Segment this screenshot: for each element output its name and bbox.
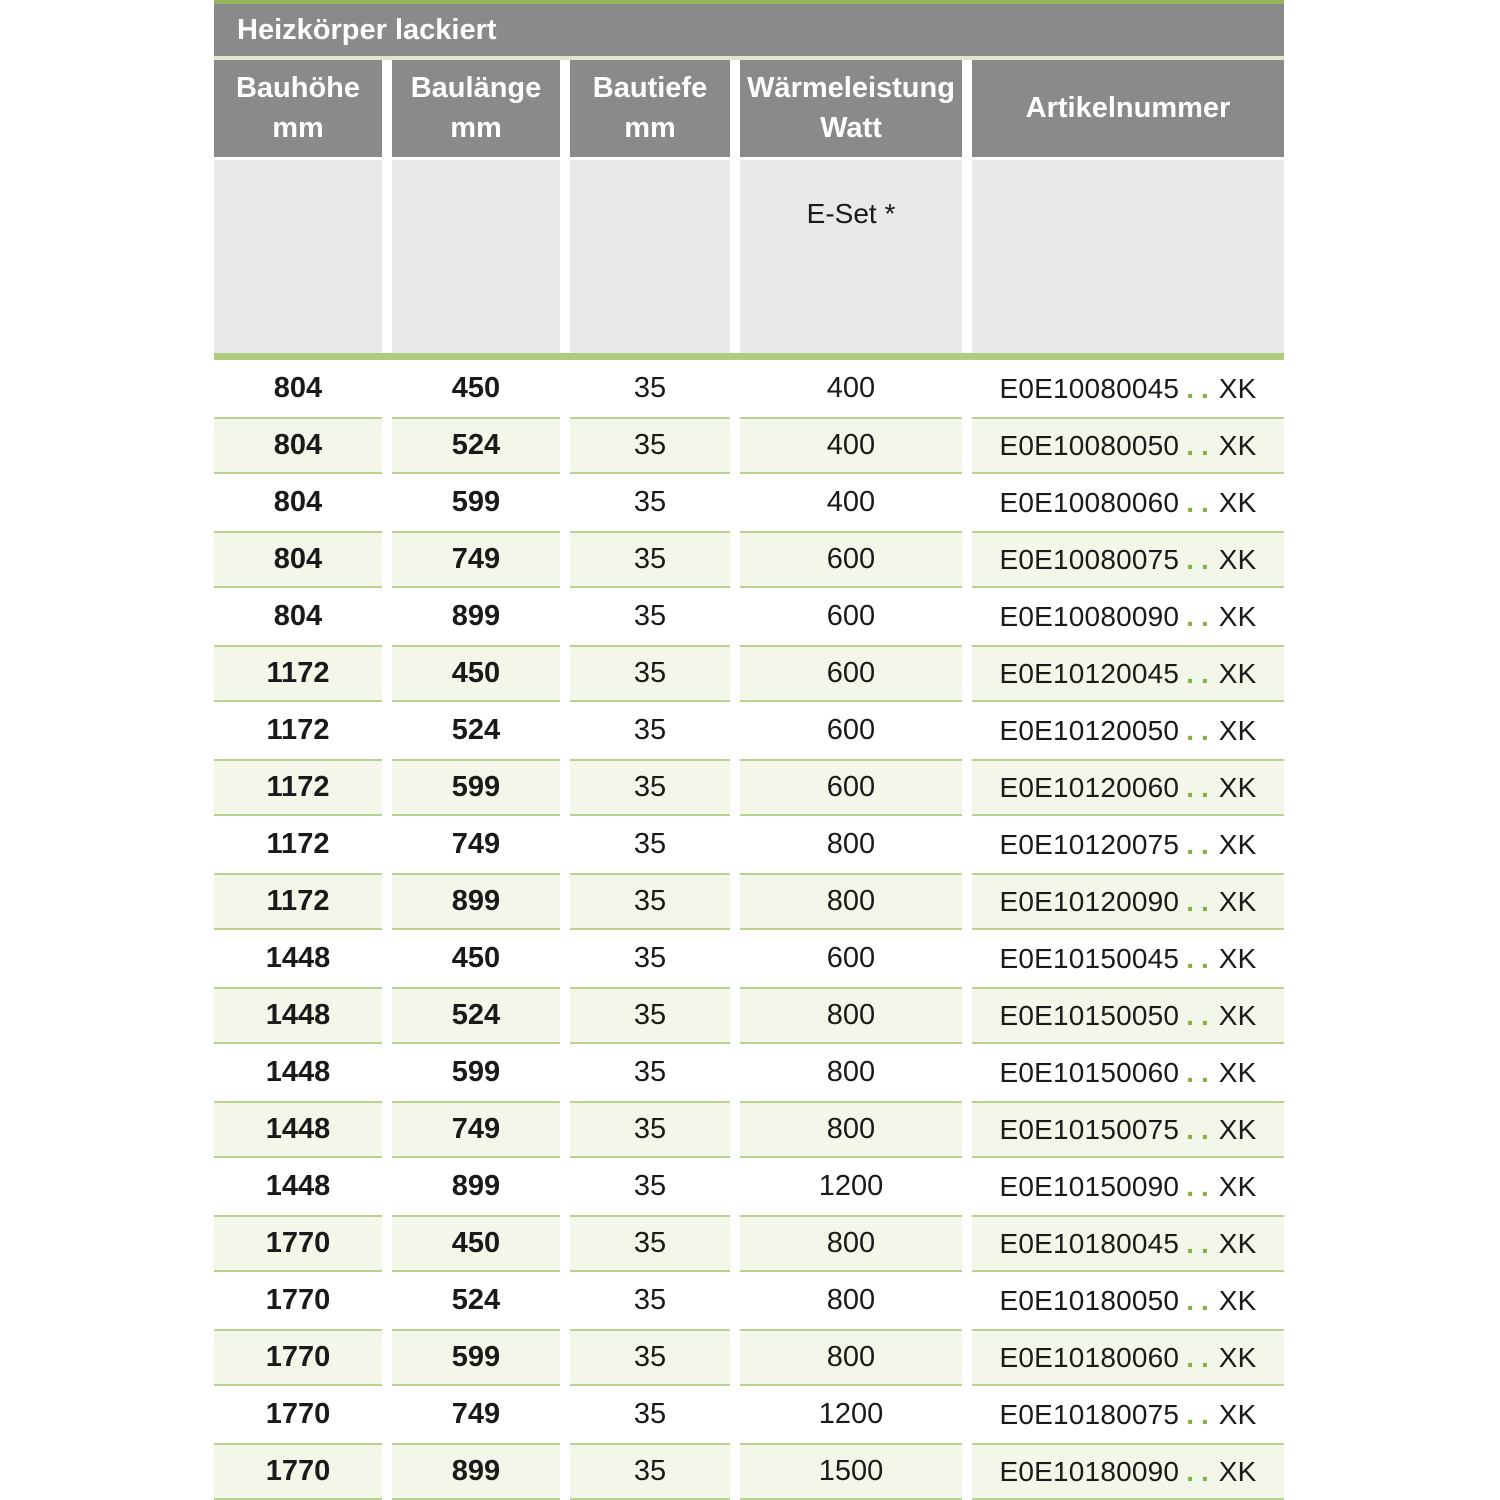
artikelnummer-suffix: XK — [1218, 885, 1257, 917]
artikelnummer-placeholder-dots: .. — [1186, 1170, 1216, 1202]
column-gap — [382, 987, 392, 1044]
subheader-baulaenge — [392, 160, 560, 353]
eset-label: E-Set * — [806, 198, 896, 229]
artikelnummer-prefix: E0E10150075 — [999, 1113, 1180, 1145]
artikelnummer-prefix: E0E10150060 — [999, 1056, 1180, 1088]
cell-baulaenge: 599 — [392, 759, 560, 816]
column-gap — [962, 1044, 972, 1101]
table-row — [214, 1329, 1284, 1386]
column-gap — [730, 1044, 740, 1101]
cell-waermeleistung: 1500 — [740, 1443, 962, 1500]
column-gap — [560, 1386, 570, 1443]
cell-baulaenge: 599 — [392, 1044, 560, 1101]
cell-waermeleistung: 400 — [740, 474, 962, 531]
column-gap — [382, 60, 392, 157]
artikelnummer-placeholder-dots: .. — [1186, 1341, 1216, 1373]
column-gap — [962, 987, 972, 1044]
column-gap — [560, 1272, 570, 1329]
cell-bautiefe: 35 — [570, 759, 730, 816]
table-row — [214, 531, 1284, 588]
cell-bauhoehe: 1448 — [214, 1044, 382, 1101]
cell-waermeleistung: 800 — [740, 1101, 962, 1158]
artikelnummer-suffix: XK — [1218, 657, 1257, 689]
subheader-bauhoehe — [214, 160, 382, 353]
column-gap — [730, 417, 740, 474]
artikelnummer-placeholder-dots: .. — [1186, 600, 1216, 632]
cell-bautiefe: 35 — [570, 1443, 730, 1500]
cell-baulaenge: 599 — [392, 474, 560, 531]
column-gap — [962, 417, 972, 474]
column-gap — [382, 160, 392, 353]
cell-artikelnummer — [972, 987, 1284, 1044]
column-gap — [730, 816, 740, 873]
column-gap — [962, 873, 972, 930]
table-subheader-row — [214, 160, 1284, 353]
cell-artikelnummer — [972, 702, 1284, 759]
column-gap — [730, 160, 740, 353]
column-gap — [560, 60, 570, 157]
artikelnummer-suffix: XK — [1218, 543, 1257, 575]
cell-bauhoehe: 1770 — [214, 1386, 382, 1443]
column-gap — [382, 873, 392, 930]
column-gap — [382, 588, 392, 645]
cell-baulaenge: 524 — [392, 702, 560, 759]
column-gap — [730, 645, 740, 702]
header-label: Artikelnummer — [1025, 91, 1231, 124]
column-gap — [382, 531, 392, 588]
artikelnummer-placeholder-dots: .. — [1186, 657, 1216, 689]
cell-bauhoehe: 1172 — [214, 702, 382, 759]
table-row — [214, 1215, 1284, 1272]
table-row — [214, 1158, 1284, 1215]
artikelnummer-placeholder-dots: .. — [1186, 1455, 1216, 1487]
cell-bauhoehe: 1770 — [214, 1329, 382, 1386]
cell-bauhoehe: 1172 — [214, 645, 382, 702]
column-gap — [962, 1101, 972, 1158]
artikelnummer-suffix: XK — [1218, 1341, 1257, 1373]
column-gap — [730, 588, 740, 645]
column-gap — [382, 1158, 392, 1215]
cell-artikelnummer — [972, 1443, 1284, 1500]
header-baulaenge — [392, 60, 560, 157]
artikelnummer-prefix: E0E10080045 — [999, 372, 1180, 404]
artikelnummer-prefix: E0E10150045 — [999, 942, 1180, 974]
cell-baulaenge: 599 — [392, 1329, 560, 1386]
artikelnummer-suffix: XK — [1218, 1113, 1257, 1145]
cell-artikelnummer — [972, 816, 1284, 873]
artikelnummer-placeholder-dots: .. — [1186, 1227, 1216, 1259]
cell-baulaenge: 749 — [392, 1101, 560, 1158]
artikelnummer-placeholder-dots: .. — [1186, 372, 1216, 404]
cell-artikelnummer — [972, 1215, 1284, 1272]
cell-artikelnummer — [972, 645, 1284, 702]
column-gap — [382, 1386, 392, 1443]
column-gap — [962, 160, 972, 353]
cell-bautiefe: 35 — [570, 1215, 730, 1272]
column-gap — [730, 930, 740, 987]
artikelnummer-prefix: E0E10080090 — [999, 600, 1180, 632]
cell-artikelnummer — [972, 474, 1284, 531]
cell-waermeleistung: 800 — [740, 816, 962, 873]
column-gap — [730, 1443, 740, 1500]
column-gap — [382, 1329, 392, 1386]
artikelnummer-suffix: XK — [1218, 1056, 1257, 1088]
cell-baulaenge: 899 — [392, 588, 560, 645]
cell-bautiefe: 35 — [570, 1158, 730, 1215]
cell-waermeleistung: 600 — [740, 930, 962, 987]
column-gap — [962, 1443, 972, 1500]
cell-artikelnummer — [972, 588, 1284, 645]
cell-waermeleistung: 600 — [740, 759, 962, 816]
artikelnummer-placeholder-dots: .. — [1186, 942, 1216, 974]
cell-artikelnummer — [972, 1329, 1284, 1386]
cell-artikelnummer — [972, 1386, 1284, 1443]
cell-baulaenge: 749 — [392, 1386, 560, 1443]
artikelnummer-placeholder-dots: .. — [1186, 429, 1216, 461]
header-label: Bauhöhe — [235, 72, 361, 105]
table-row — [214, 702, 1284, 759]
artikelnummer-placeholder-dots: .. — [1186, 885, 1216, 917]
cell-baulaenge: 899 — [392, 873, 560, 930]
column-gap — [730, 1101, 740, 1158]
column-gap — [560, 759, 570, 816]
artikelnummer-suffix: XK — [1218, 600, 1257, 632]
artikelnummer-suffix: XK — [1218, 1170, 1257, 1202]
column-gap — [560, 930, 570, 987]
cell-bautiefe: 35 — [570, 987, 730, 1044]
cell-artikelnummer — [972, 1101, 1284, 1158]
cell-baulaenge: 899 — [392, 1443, 560, 1500]
artikelnummer-prefix: E0E10080060 — [999, 486, 1180, 518]
artikelnummer-prefix: E0E10120075 — [999, 828, 1180, 860]
cell-bauhoehe: 1770 — [214, 1443, 382, 1500]
artikelnummer-suffix: XK — [1218, 1227, 1257, 1259]
cell-bauhoehe: 804 — [214, 588, 382, 645]
artikelnummer-prefix: E0E10150050 — [999, 999, 1180, 1031]
cell-bautiefe: 35 — [570, 531, 730, 588]
artikelnummer-placeholder-dots: .. — [1186, 543, 1216, 575]
column-gap — [962, 60, 972, 157]
cell-artikelnummer — [972, 531, 1284, 588]
cell-bauhoehe: 804 — [214, 417, 382, 474]
table-row — [214, 759, 1284, 816]
artikelnummer-prefix: E0E10080050 — [999, 429, 1180, 461]
cell-baulaenge: 899 — [392, 1158, 560, 1215]
cell-bauhoehe: 1770 — [214, 1215, 382, 1272]
table-row — [214, 588, 1284, 645]
cell-bauhoehe: 1448 — [214, 930, 382, 987]
artikelnummer-placeholder-dots: .. — [1186, 771, 1216, 803]
table-title: Heizkörper lackiert — [214, 4, 1284, 56]
cell-waermeleistung: 800 — [740, 1272, 962, 1329]
header-label: Wärmeleistung — [747, 72, 955, 105]
cell-bautiefe: 35 — [570, 474, 730, 531]
column-gap — [730, 531, 740, 588]
header-label: Baulänge — [410, 72, 542, 105]
artikelnummer-suffix: XK — [1218, 486, 1257, 518]
cell-bautiefe: 35 — [570, 1044, 730, 1101]
column-gap — [962, 930, 972, 987]
column-gap — [560, 474, 570, 531]
column-gap — [962, 474, 972, 531]
table-row — [214, 987, 1284, 1044]
column-gap — [382, 417, 392, 474]
table-row — [214, 1272, 1284, 1329]
column-gap — [560, 160, 570, 353]
cell-artikelnummer — [972, 873, 1284, 930]
column-gap — [962, 360, 972, 417]
column-gap — [962, 1386, 972, 1443]
column-gap — [560, 588, 570, 645]
column-gap — [560, 1101, 570, 1158]
table-row — [214, 930, 1284, 987]
cell-bautiefe: 35 — [570, 588, 730, 645]
table-body — [214, 360, 1284, 1500]
artikelnummer-prefix: E0E10120090 — [999, 885, 1180, 917]
subheader-bottom-band — [214, 353, 1284, 360]
cell-bautiefe: 35 — [570, 360, 730, 417]
column-gap — [730, 1329, 740, 1386]
table-row — [214, 816, 1284, 873]
column-gap — [730, 987, 740, 1044]
cell-artikelnummer — [972, 1044, 1284, 1101]
cell-waermeleistung: 800 — [740, 1329, 962, 1386]
cell-baulaenge: 450 — [392, 1215, 560, 1272]
table-row — [214, 1443, 1284, 1500]
artikelnummer-prefix: E0E10180090 — [999, 1455, 1180, 1487]
column-gap — [560, 645, 570, 702]
table-row — [214, 474, 1284, 531]
artikelnummer-prefix: E0E10120050 — [999, 714, 1180, 746]
cell-baulaenge: 450 — [392, 360, 560, 417]
column-gap — [382, 645, 392, 702]
column-gap — [382, 759, 392, 816]
artikelnummer-placeholder-dots: .. — [1186, 999, 1216, 1031]
cell-waermeleistung: 800 — [740, 987, 962, 1044]
cell-bauhoehe: 1448 — [214, 1158, 382, 1215]
artikelnummer-prefix: E0E10180050 — [999, 1284, 1180, 1316]
column-gap — [962, 816, 972, 873]
cell-baulaenge: 524 — [392, 417, 560, 474]
cell-baulaenge: 450 — [392, 930, 560, 987]
table-row — [214, 645, 1284, 702]
cell-bauhoehe: 1448 — [214, 987, 382, 1044]
header-waermeleistung — [740, 60, 962, 157]
column-gap — [382, 1044, 392, 1101]
cell-waermeleistung: 800 — [740, 873, 962, 930]
cell-artikelnummer — [972, 759, 1284, 816]
column-gap — [560, 1329, 570, 1386]
cell-artikelnummer — [972, 417, 1284, 474]
artikelnummer-suffix: XK — [1218, 999, 1257, 1031]
cell-waermeleistung: 1200 — [740, 1158, 962, 1215]
artikelnummer-prefix: E0E10180060 — [999, 1341, 1180, 1373]
artikelnummer-suffix: XK — [1218, 372, 1257, 404]
column-gap — [560, 417, 570, 474]
column-gap — [560, 987, 570, 1044]
table-row — [214, 360, 1284, 417]
cell-bautiefe: 35 — [570, 1329, 730, 1386]
column-gap — [962, 531, 972, 588]
cell-waermeleistung: 800 — [740, 1044, 962, 1101]
column-gap — [560, 1158, 570, 1215]
artikelnummer-prefix: E0E10180045 — [999, 1227, 1180, 1259]
cell-artikelnummer — [972, 360, 1284, 417]
column-gap — [382, 816, 392, 873]
cell-baulaenge: 450 — [392, 645, 560, 702]
cell-bautiefe: 35 — [570, 417, 730, 474]
column-gap — [730, 873, 740, 930]
column-gap — [382, 360, 392, 417]
cell-waermeleistung: 600 — [740, 588, 962, 645]
column-gap — [560, 873, 570, 930]
cell-waermeleistung: 600 — [740, 645, 962, 702]
header-label: Bautiefe — [592, 72, 708, 105]
column-gap — [382, 930, 392, 987]
column-gap — [962, 645, 972, 702]
column-gap — [962, 759, 972, 816]
cell-baulaenge: 749 — [392, 816, 560, 873]
subheader-bautiefe — [570, 160, 730, 353]
subheader-artikelnummer — [972, 160, 1284, 353]
column-gap — [730, 1386, 740, 1443]
column-gap — [730, 1272, 740, 1329]
cell-waermeleistung: 400 — [740, 360, 962, 417]
cell-bautiefe: 35 — [570, 702, 730, 759]
column-gap — [962, 1272, 972, 1329]
artikelnummer-prefix: E0E10150090 — [999, 1170, 1180, 1202]
cell-bautiefe: 35 — [570, 930, 730, 987]
subheader-eset — [740, 160, 962, 353]
artikelnummer-prefix: E0E10120045 — [999, 657, 1180, 689]
cell-bauhoehe: 1448 — [214, 1101, 382, 1158]
header-unit: mm — [624, 111, 676, 144]
header-artikelnummer — [972, 60, 1284, 157]
cell-bauhoehe: 1172 — [214, 873, 382, 930]
table-row — [214, 873, 1284, 930]
cell-baulaenge: 524 — [392, 1272, 560, 1329]
column-gap — [382, 474, 392, 531]
artikelnummer-prefix: E0E10120060 — [999, 771, 1180, 803]
column-gap — [560, 531, 570, 588]
header-unit: mm — [272, 111, 324, 144]
column-gap — [560, 1443, 570, 1500]
product-table — [214, 0, 1284, 1500]
table-row — [214, 1044, 1284, 1101]
cell-bautiefe: 35 — [570, 873, 730, 930]
table-header-row — [214, 60, 1284, 157]
cell-artikelnummer — [972, 1272, 1284, 1329]
artikelnummer-placeholder-dots: .. — [1186, 1284, 1216, 1316]
cell-bauhoehe: 1172 — [214, 816, 382, 873]
cell-bautiefe: 35 — [570, 1101, 730, 1158]
artikelnummer-placeholder-dots: .. — [1186, 486, 1216, 518]
cell-artikelnummer — [972, 930, 1284, 987]
artikelnummer-prefix: E0E10080075 — [999, 543, 1180, 575]
column-gap — [730, 759, 740, 816]
column-gap — [382, 702, 392, 759]
cell-bauhoehe: 804 — [214, 474, 382, 531]
artikelnummer-placeholder-dots: .. — [1186, 1056, 1216, 1088]
table-row — [214, 1101, 1284, 1158]
column-gap — [382, 1215, 392, 1272]
column-gap — [962, 1158, 972, 1215]
table-row — [214, 1386, 1284, 1443]
cell-waermeleistung: 800 — [740, 1215, 962, 1272]
header-bauhoehe — [214, 60, 382, 157]
column-gap — [962, 702, 972, 759]
cell-baulaenge: 749 — [392, 531, 560, 588]
artikelnummer-prefix: E0E10180075 — [999, 1398, 1180, 1430]
artikelnummer-placeholder-dots: .. — [1186, 828, 1216, 860]
cell-waermeleistung: 1200 — [740, 1386, 962, 1443]
header-bautiefe — [570, 60, 730, 157]
artikelnummer-suffix: XK — [1218, 714, 1257, 746]
column-gap — [382, 1101, 392, 1158]
artikelnummer-suffix: XK — [1218, 429, 1257, 461]
column-gap — [560, 360, 570, 417]
artikelnummer-suffix: XK — [1218, 942, 1257, 974]
cell-bautiefe: 35 — [570, 645, 730, 702]
artikelnummer-suffix: XK — [1218, 1455, 1257, 1487]
column-gap — [560, 1044, 570, 1101]
artikelnummer-suffix: XK — [1218, 771, 1257, 803]
cell-bauhoehe: 1172 — [214, 759, 382, 816]
cell-baulaenge: 524 — [392, 987, 560, 1044]
column-gap — [730, 60, 740, 157]
cell-bautiefe: 35 — [570, 1272, 730, 1329]
column-gap — [962, 588, 972, 645]
column-gap — [730, 1158, 740, 1215]
artikelnummer-placeholder-dots: .. — [1186, 1113, 1216, 1145]
cell-waermeleistung: 600 — [740, 531, 962, 588]
column-gap — [730, 1215, 740, 1272]
column-gap — [560, 1215, 570, 1272]
cell-bautiefe: 35 — [570, 816, 730, 873]
artikelnummer-placeholder-dots: .. — [1186, 714, 1216, 746]
artikelnummer-suffix: XK — [1218, 1284, 1257, 1316]
cell-waermeleistung: 400 — [740, 417, 962, 474]
cell-bauhoehe: 1770 — [214, 1272, 382, 1329]
cell-bautiefe: 35 — [570, 1386, 730, 1443]
column-gap — [730, 702, 740, 759]
column-gap — [730, 360, 740, 417]
artikelnummer-suffix: XK — [1218, 828, 1257, 860]
column-gap — [382, 1443, 392, 1500]
table-row — [214, 417, 1284, 474]
column-gap — [560, 816, 570, 873]
artikelnummer-suffix: XK — [1218, 1398, 1257, 1430]
header-unit: Watt — [820, 111, 882, 144]
column-gap — [962, 1329, 972, 1386]
column-gap — [560, 702, 570, 759]
artikelnummer-placeholder-dots: .. — [1186, 1398, 1216, 1430]
header-unit: mm — [450, 111, 502, 144]
column-gap — [962, 1215, 972, 1272]
cell-artikelnummer — [972, 1158, 1284, 1215]
column-gap — [382, 1272, 392, 1329]
cell-bauhoehe: 804 — [214, 360, 382, 417]
cell-bauhoehe: 804 — [214, 531, 382, 588]
column-gap — [730, 474, 740, 531]
cell-waermeleistung: 600 — [740, 702, 962, 759]
